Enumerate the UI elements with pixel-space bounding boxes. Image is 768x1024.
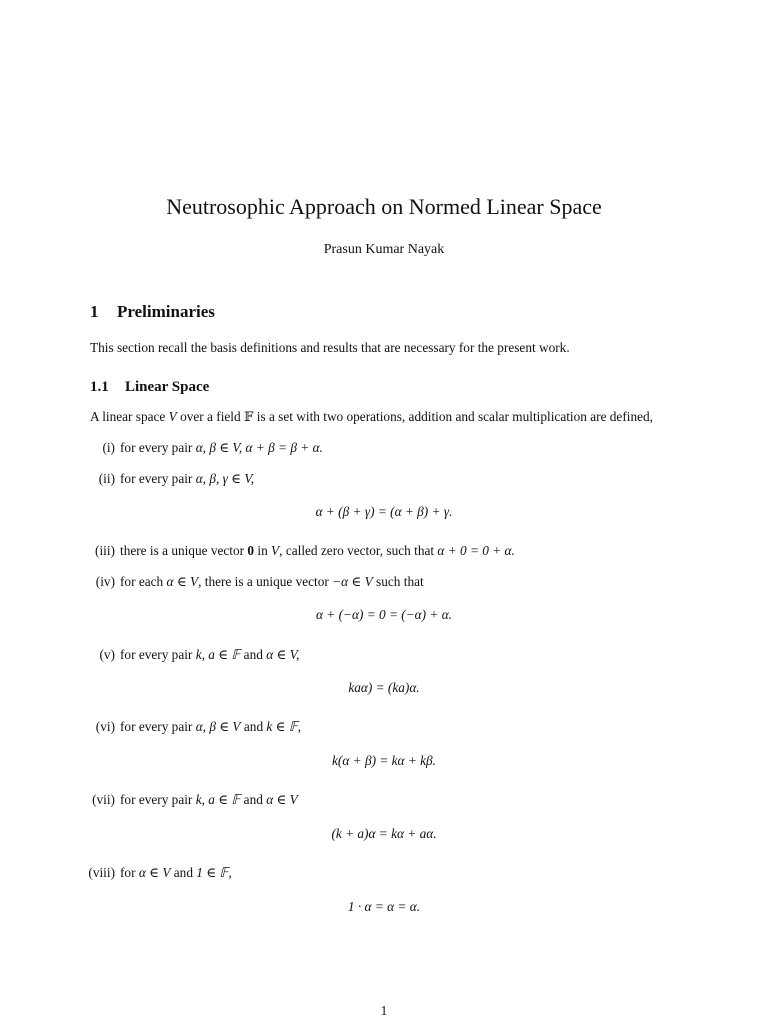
display-equation: k(α + β) = kα + kβ.	[332, 753, 436, 768]
list-item	[0, 791, 700, 809]
list-item	[0, 470, 700, 488]
item-math: α ∈ V	[138, 865, 171, 880]
intro-paragraph: This section recall the basis definitions and results that are necessary for the present work.	[90, 340, 570, 355]
item-math: V	[271, 543, 280, 558]
subsection-title: Linear Space	[125, 379, 210, 395]
list-item	[0, 573, 700, 591]
item-math: α ∈ V	[166, 574, 199, 589]
item-label: (i)	[102, 440, 115, 455]
display-equation: kaα) = (ka)α.	[348, 680, 420, 695]
display-equation: 1 · α = α = α.	[347, 899, 421, 914]
item-text: , there is a unique vector	[198, 574, 329, 589]
item-text: and	[173, 865, 193, 880]
item-math: k ∈ 𝔽,	[266, 719, 302, 734]
definition-text-3: is a set with two operations, addition and scalar multiplication are defined,	[256, 409, 653, 424]
item-label: (vii)	[92, 792, 115, 807]
item-text: in	[257, 543, 268, 558]
definition-text-1: A linear space	[90, 409, 166, 424]
display-equation: (k + a)α = kα + aα.	[331, 826, 437, 841]
item-text: for every pair	[120, 471, 193, 486]
item-label: (v)	[99, 647, 115, 662]
item-math: k, a ∈ 𝔽	[195, 647, 241, 662]
definition-symbol-f: 𝔽	[243, 409, 254, 424]
item-label: (vi)	[95, 719, 115, 734]
list-item	[0, 542, 700, 560]
item-math: α ∈ V,	[266, 647, 300, 662]
item-text: for	[120, 865, 136, 880]
item-math: α, β ∈ V, α + β = β + α.	[195, 440, 323, 455]
item-text: for every pair	[120, 647, 193, 662]
section-heading	[90, 300, 215, 324]
item-math: −α ∈ V	[332, 574, 373, 589]
item-text: such that	[376, 574, 424, 589]
item-label: (viii)	[88, 865, 115, 880]
item-text: , called zero vector, such that	[279, 543, 435, 558]
item-math: α ∈ V	[266, 792, 298, 807]
page-number: 1	[380, 1003, 388, 1018]
item-label: (iii)	[95, 543, 115, 558]
definition-symbol-v: V	[168, 409, 177, 424]
item-text: there is a unique vector	[120, 543, 245, 558]
item-text: for every pair	[120, 792, 193, 807]
list-item	[0, 864, 700, 882]
display-equation: α + (β + γ) = (α + β) + γ.	[315, 504, 453, 519]
section-title: Preliminaries	[117, 302, 215, 321]
subsection-heading	[90, 376, 209, 398]
item-text: for every pair	[120, 719, 193, 734]
item-bold-symbol: 0	[247, 543, 255, 558]
item-text: and	[243, 647, 263, 662]
list-item	[0, 439, 700, 457]
item-text: and	[243, 792, 263, 807]
item-math: α, β, γ ∈ V,	[195, 471, 255, 486]
item-label: (iv)	[95, 574, 115, 589]
item-text: and	[243, 719, 264, 734]
item-label: (ii)	[98, 471, 115, 486]
item-math: α + 0 = 0 + α.	[437, 543, 515, 558]
item-math: 1 ∈ 𝔽,	[196, 865, 232, 880]
display-equation: α + (−α) = 0 = (−α) + α.	[315, 607, 453, 622]
list-item	[0, 718, 700, 736]
subsection-number: 1.1	[90, 379, 109, 395]
definition-text-2: over a field	[180, 409, 241, 424]
list-item	[0, 646, 700, 664]
item-text: for every pair	[120, 440, 193, 455]
item-text: for each	[120, 574, 164, 589]
item-math: α, β ∈ V	[195, 719, 241, 734]
item-math: k, a ∈ 𝔽	[195, 792, 241, 807]
paper-title: Neutrosophic Approach on Normed Linear Space	[166, 194, 602, 219]
author-name: Prasun Kumar Nayak	[323, 242, 445, 257]
definition-paragraph	[90, 408, 653, 426]
section-number: 1	[90, 302, 99, 321]
